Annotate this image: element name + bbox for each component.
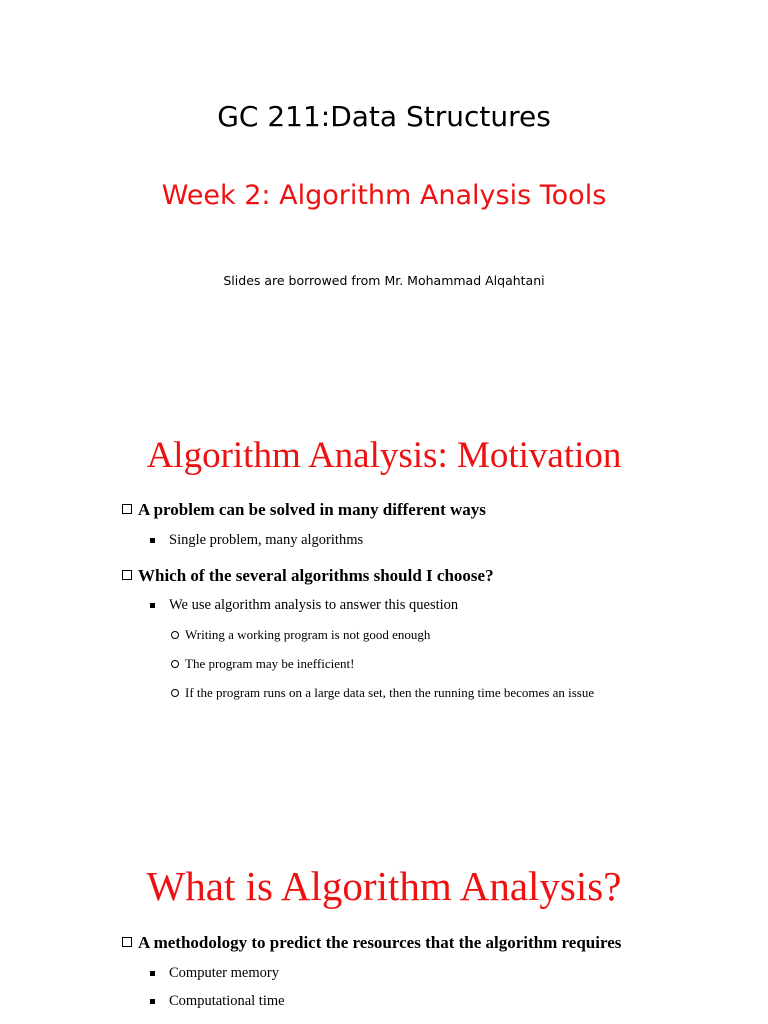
bullet-text: Single problem, many algorithms [169, 532, 364, 548]
square-bullet-icon [150, 999, 155, 1004]
bullet-text: A problem can be solved in many different ways [138, 500, 486, 519]
bullet-text: If the program runs on a large data set, then the running time becomes an issue [185, 685, 595, 700]
checkbox-bullet-icon [122, 937, 132, 947]
bullet-item [122, 933, 621, 953]
sub-bullet-item [150, 965, 279, 982]
bullet-text: Writing a working program is not good enough [185, 627, 431, 642]
week-title: Week 2: Algorithm Analysis Tools [161, 180, 607, 211]
slide-credit: Slides are borrowed from Mr. Mohammad Alqahtani [223, 273, 545, 288]
bullet-text: Which of the several algorithms should I choose? [138, 566, 494, 585]
course-title: GC 211:Data Structures [217, 100, 551, 133]
bullet-text: The program may be inefficient! [185, 656, 355, 671]
bullet-text: A methodology to predict the resources that the algorithm requires [138, 933, 622, 952]
sub-bullet-item [150, 993, 285, 1010]
bullet-text: We use algorithm analysis to answer this question [169, 597, 459, 613]
bullet-text: Computational time [169, 993, 285, 1009]
slide-heading-motivation: Algorithm Analysis: Motivation [146, 435, 622, 476]
square-bullet-icon [150, 971, 155, 976]
bullet-text: Computer memory [169, 965, 279, 981]
slide-heading-definition: What is Algorithm Analysis? [146, 863, 622, 909]
